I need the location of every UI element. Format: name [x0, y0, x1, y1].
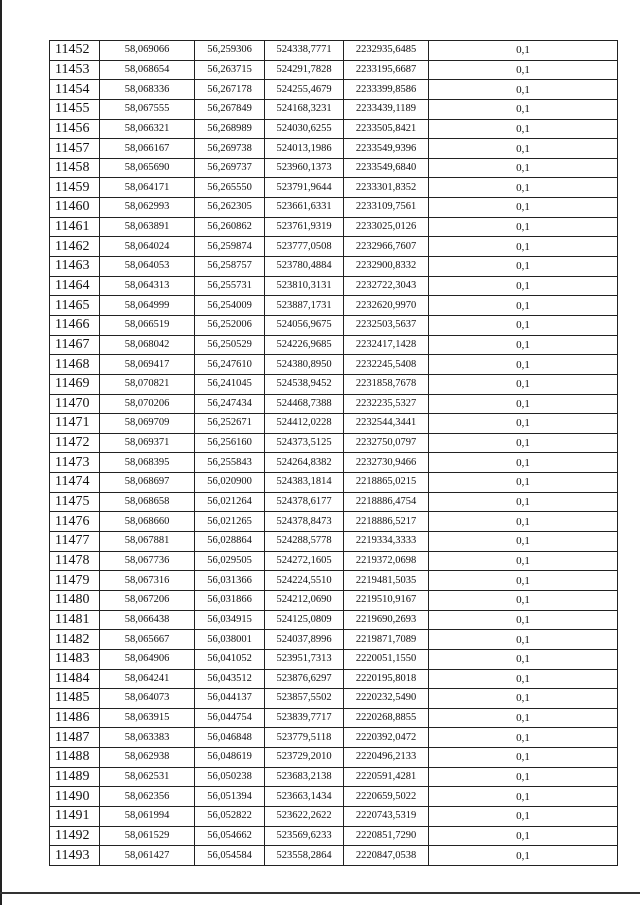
point-number-cell: 11490: [50, 787, 100, 807]
table-row: [50, 119, 618, 139]
latitude-cell: 58,066519: [100, 315, 195, 335]
latitude-cell: 58,061994: [100, 806, 195, 826]
y-coordinate-cell: 2220232,5490: [344, 689, 429, 709]
accuracy-cell: 0,1: [429, 492, 618, 512]
latitude-cell: 58,065667: [100, 630, 195, 650]
point-number-cell: 11477: [50, 532, 100, 552]
latitude-cell: 58,062993: [100, 198, 195, 218]
latitude-cell: 58,064073: [100, 689, 195, 709]
x-coordinate-cell: 524255,4679: [265, 80, 344, 100]
longitude-cell: 56,259874: [195, 237, 265, 257]
accuracy-cell: 0,1: [429, 610, 618, 630]
y-coordinate-cell: 2232620,9970: [344, 296, 429, 316]
y-coordinate-cell: 2219372,0698: [344, 551, 429, 571]
y-coordinate-cell: 2232722,3043: [344, 276, 429, 296]
accuracy-cell: 0,1: [429, 433, 618, 453]
latitude-cell: 58,064313: [100, 276, 195, 296]
longitude-cell: 56,031366: [195, 571, 265, 591]
latitude-cell: 58,069371: [100, 433, 195, 453]
y-coordinate-cell: 2232235,5327: [344, 394, 429, 414]
latitude-cell: 58,062356: [100, 787, 195, 807]
longitude-cell: 56,050238: [195, 767, 265, 787]
accuracy-cell: 0,1: [429, 787, 618, 807]
x-coordinate-cell: 524412,0228: [265, 414, 344, 434]
longitude-cell: 56,267178: [195, 80, 265, 100]
accuracy-cell: 0,1: [429, 217, 618, 237]
latitude-cell: 58,068697: [100, 473, 195, 493]
accuracy-cell: 0,1: [429, 826, 618, 846]
y-coordinate-cell: 2232935,6485: [344, 41, 429, 61]
table-row: [50, 433, 618, 453]
accuracy-cell: 0,1: [429, 99, 618, 119]
table-row: [50, 80, 618, 100]
table-row: [50, 689, 618, 709]
table-row: [50, 512, 618, 532]
x-coordinate-cell: 524373,5125: [265, 433, 344, 453]
point-number-cell: 11455: [50, 99, 100, 119]
table-row: [50, 374, 618, 394]
table-row: [50, 826, 618, 846]
longitude-cell: 56,247434: [195, 394, 265, 414]
point-number-cell: 11485: [50, 689, 100, 709]
latitude-cell: 58,062938: [100, 748, 195, 768]
table-row: [50, 590, 618, 610]
table-row: [50, 355, 618, 375]
longitude-cell: 56,021264: [195, 492, 265, 512]
y-coordinate-cell: 2218886,5217: [344, 512, 429, 532]
latitude-cell: 58,064906: [100, 649, 195, 669]
latitude-cell: 58,068658: [100, 492, 195, 512]
latitude-cell: 58,062531: [100, 767, 195, 787]
accuracy-cell: 0,1: [429, 728, 618, 748]
y-coordinate-cell: 2218865,0215: [344, 473, 429, 493]
longitude-cell: 56,051394: [195, 787, 265, 807]
x-coordinate-cell: 523779,5118: [265, 728, 344, 748]
table-row: [50, 178, 618, 198]
x-coordinate-cell: 523780,4884: [265, 257, 344, 277]
y-coordinate-cell: 2233195,6687: [344, 60, 429, 80]
point-number-cell: 11452: [50, 41, 100, 61]
longitude-cell: 56,044137: [195, 689, 265, 709]
longitude-cell: 56,247610: [195, 355, 265, 375]
x-coordinate-cell: 524468,7388: [265, 394, 344, 414]
accuracy-cell: 0,1: [429, 296, 618, 316]
x-coordinate-cell: 523729,2010: [265, 748, 344, 768]
longitude-cell: 56,265550: [195, 178, 265, 198]
table-row: [50, 453, 618, 473]
accuracy-cell: 0,1: [429, 257, 618, 277]
latitude-cell: 58,064024: [100, 237, 195, 257]
longitude-cell: 56,020900: [195, 473, 265, 493]
page-left-edge: [0, 0, 2, 905]
y-coordinate-cell: 2220659,5022: [344, 787, 429, 807]
latitude-cell: 58,064171: [100, 178, 195, 198]
x-coordinate-cell: 524338,7771: [265, 41, 344, 61]
x-coordinate-cell: 524383,1814: [265, 473, 344, 493]
latitude-cell: 58,063383: [100, 728, 195, 748]
latitude-cell: 58,069066: [100, 41, 195, 61]
longitude-cell: 56,258757: [195, 257, 265, 277]
point-number-cell: 11481: [50, 610, 100, 630]
point-number-cell: 11476: [50, 512, 100, 532]
point-number-cell: 11492: [50, 826, 100, 846]
y-coordinate-cell: 2233549,9396: [344, 139, 429, 159]
longitude-cell: 56,252671: [195, 414, 265, 434]
table-row: [50, 99, 618, 119]
y-coordinate-cell: 2233301,8352: [344, 178, 429, 198]
longitude-cell: 56,028864: [195, 532, 265, 552]
point-number-cell: 11482: [50, 630, 100, 650]
x-coordinate-cell: 523622,2622: [265, 806, 344, 826]
y-coordinate-cell: 2232417,1428: [344, 335, 429, 355]
x-coordinate-cell: 524125,0809: [265, 610, 344, 630]
y-coordinate-cell: 2232503,5637: [344, 315, 429, 335]
longitude-cell: 56,021265: [195, 512, 265, 532]
table-row: [50, 41, 618, 61]
table-row: [50, 787, 618, 807]
point-number-cell: 11488: [50, 748, 100, 768]
point-number-cell: 11463: [50, 257, 100, 277]
longitude-cell: 56,054584: [195, 846, 265, 866]
latitude-cell: 58,061427: [100, 846, 195, 866]
longitude-cell: 56,034915: [195, 610, 265, 630]
x-coordinate-cell: 523839,7717: [265, 708, 344, 728]
latitude-cell: 58,061529: [100, 826, 195, 846]
y-coordinate-cell: 2220268,8855: [344, 708, 429, 728]
latitude-cell: 58,068654: [100, 60, 195, 80]
x-coordinate-cell: 524212,0690: [265, 590, 344, 610]
accuracy-cell: 0,1: [429, 551, 618, 571]
accuracy-cell: 0,1: [429, 846, 618, 866]
latitude-cell: 58,067316: [100, 571, 195, 591]
point-number-cell: 11462: [50, 237, 100, 257]
point-number-cell: 11473: [50, 453, 100, 473]
accuracy-cell: 0,1: [429, 748, 618, 768]
table-row: [50, 335, 618, 355]
point-number-cell: 11491: [50, 806, 100, 826]
x-coordinate-cell: 524288,5778: [265, 532, 344, 552]
y-coordinate-cell: 2233025,0126: [344, 217, 429, 237]
longitude-cell: 56,269737: [195, 158, 265, 178]
y-coordinate-cell: 2219334,3333: [344, 532, 429, 552]
point-number-cell: 11467: [50, 335, 100, 355]
point-number-cell: 11459: [50, 178, 100, 198]
table-row: [50, 217, 618, 237]
accuracy-cell: 0,1: [429, 767, 618, 787]
x-coordinate-cell: 523558,2864: [265, 846, 344, 866]
point-number-cell: 11464: [50, 276, 100, 296]
x-coordinate-cell: 524168,3231: [265, 99, 344, 119]
longitude-cell: 56,046848: [195, 728, 265, 748]
accuracy-cell: 0,1: [429, 414, 618, 434]
accuracy-cell: 0,1: [429, 669, 618, 689]
point-number-cell: 11471: [50, 414, 100, 434]
x-coordinate-cell: 523887,1731: [265, 296, 344, 316]
latitude-cell: 58,067736: [100, 551, 195, 571]
y-coordinate-cell: 2218886,4754: [344, 492, 429, 512]
accuracy-cell: 0,1: [429, 532, 618, 552]
table-row: [50, 473, 618, 493]
x-coordinate-cell: 524538,9452: [265, 374, 344, 394]
point-number-cell: 11460: [50, 198, 100, 218]
accuracy-cell: 0,1: [429, 139, 618, 159]
x-coordinate-cell: 524030,6255: [265, 119, 344, 139]
longitude-cell: 56,241045: [195, 374, 265, 394]
y-coordinate-cell: 2232544,3441: [344, 414, 429, 434]
y-coordinate-cell: 2233399,8586: [344, 80, 429, 100]
table-row: [50, 315, 618, 335]
longitude-cell: 56,262305: [195, 198, 265, 218]
point-number-cell: 11465: [50, 296, 100, 316]
table-row: [50, 492, 618, 512]
accuracy-cell: 0,1: [429, 237, 618, 257]
y-coordinate-cell: 2232966,7607: [344, 237, 429, 257]
longitude-cell: 56,038001: [195, 630, 265, 650]
latitude-cell: 58,068042: [100, 335, 195, 355]
accuracy-cell: 0,1: [429, 315, 618, 335]
y-coordinate-cell: 2220743,5319: [344, 806, 429, 826]
table-row: [50, 846, 618, 866]
latitude-cell: 58,068660: [100, 512, 195, 532]
table-row: [50, 669, 618, 689]
table-row: [50, 276, 618, 296]
coordinates-table-body: [50, 41, 618, 866]
table-row: [50, 728, 618, 748]
longitude-cell: 56,252006: [195, 315, 265, 335]
latitude-cell: 58,064053: [100, 257, 195, 277]
point-number-cell: 11489: [50, 767, 100, 787]
table-row: [50, 158, 618, 178]
longitude-cell: 56,054662: [195, 826, 265, 846]
table-row: [50, 630, 618, 650]
accuracy-cell: 0,1: [429, 649, 618, 669]
longitude-cell: 56,255843: [195, 453, 265, 473]
y-coordinate-cell: 2232750,0797: [344, 433, 429, 453]
latitude-cell: 58,064241: [100, 669, 195, 689]
point-number-cell: 11487: [50, 728, 100, 748]
accuracy-cell: 0,1: [429, 806, 618, 826]
y-coordinate-cell: 2233505,8421: [344, 119, 429, 139]
accuracy-cell: 0,1: [429, 571, 618, 591]
latitude-cell: 58,063891: [100, 217, 195, 237]
latitude-cell: 58,067555: [100, 99, 195, 119]
x-coordinate-cell: 523569,6233: [265, 826, 344, 846]
longitude-cell: 56,029505: [195, 551, 265, 571]
y-coordinate-cell: 2231858,7678: [344, 374, 429, 394]
table-row: [50, 414, 618, 434]
table-row: [50, 139, 618, 159]
x-coordinate-cell: 524226,9685: [265, 335, 344, 355]
longitude-cell: 56,250529: [195, 335, 265, 355]
x-coordinate-cell: 523761,9319: [265, 217, 344, 237]
longitude-cell: 56,269738: [195, 139, 265, 159]
longitude-cell: 56,041052: [195, 649, 265, 669]
longitude-cell: 56,052822: [195, 806, 265, 826]
accuracy-cell: 0,1: [429, 590, 618, 610]
x-coordinate-cell: 524291,7828: [265, 60, 344, 80]
y-coordinate-cell: 2220195,8018: [344, 669, 429, 689]
y-coordinate-cell: 2232900,8332: [344, 257, 429, 277]
y-coordinate-cell: 2220847,0538: [344, 846, 429, 866]
table-row: [50, 60, 618, 80]
y-coordinate-cell: 2220392,0472: [344, 728, 429, 748]
accuracy-cell: 0,1: [429, 198, 618, 218]
table-row: [50, 748, 618, 768]
point-number-cell: 11484: [50, 669, 100, 689]
latitude-cell: 58,065690: [100, 158, 195, 178]
x-coordinate-cell: 523960,1373: [265, 158, 344, 178]
y-coordinate-cell: 2232730,9466: [344, 453, 429, 473]
table-row: [50, 767, 618, 787]
x-coordinate-cell: 524264,8382: [265, 453, 344, 473]
x-coordinate-cell: 523857,5502: [265, 689, 344, 709]
latitude-cell: 58,067881: [100, 532, 195, 552]
x-coordinate-cell: 524380,8950: [265, 355, 344, 375]
table-row: [50, 610, 618, 630]
y-coordinate-cell: 2219690,2693: [344, 610, 429, 630]
x-coordinate-cell: 523810,3131: [265, 276, 344, 296]
x-coordinate-cell: 524378,6177: [265, 492, 344, 512]
x-coordinate-cell: 524013,1986: [265, 139, 344, 159]
point-number-cell: 11474: [50, 473, 100, 493]
table-row: [50, 394, 618, 414]
x-coordinate-cell: 524224,5510: [265, 571, 344, 591]
point-number-cell: 11468: [50, 355, 100, 375]
accuracy-cell: 0,1: [429, 80, 618, 100]
accuracy-cell: 0,1: [429, 355, 618, 375]
y-coordinate-cell: 2220496,2133: [344, 748, 429, 768]
latitude-cell: 58,068336: [100, 80, 195, 100]
table-row: [50, 551, 618, 571]
y-coordinate-cell: 2219510,9167: [344, 590, 429, 610]
accuracy-cell: 0,1: [429, 335, 618, 355]
table-row: [50, 257, 618, 277]
point-number-cell: 11493: [50, 846, 100, 866]
point-number-cell: 11454: [50, 80, 100, 100]
table-row: [50, 237, 618, 257]
longitude-cell: 56,268989: [195, 119, 265, 139]
accuracy-cell: 0,1: [429, 708, 618, 728]
longitude-cell: 56,263715: [195, 60, 265, 80]
y-coordinate-cell: 2220851,7290: [344, 826, 429, 846]
point-number-cell: 11470: [50, 394, 100, 414]
y-coordinate-cell: 2233549,6840: [344, 158, 429, 178]
point-number-cell: 11472: [50, 433, 100, 453]
accuracy-cell: 0,1: [429, 630, 618, 650]
point-number-cell: 11458: [50, 158, 100, 178]
latitude-cell: 58,069709: [100, 414, 195, 434]
point-number-cell: 11479: [50, 571, 100, 591]
y-coordinate-cell: 2233439,1189: [344, 99, 429, 119]
x-coordinate-cell: 524056,9675: [265, 315, 344, 335]
table-row: [50, 708, 618, 728]
latitude-cell: 58,068395: [100, 453, 195, 473]
x-coordinate-cell: 524378,8473: [265, 512, 344, 532]
point-number-cell: 11457: [50, 139, 100, 159]
accuracy-cell: 0,1: [429, 119, 618, 139]
point-number-cell: 11480: [50, 590, 100, 610]
latitude-cell: 58,070821: [100, 374, 195, 394]
longitude-cell: 56,031866: [195, 590, 265, 610]
point-number-cell: 11486: [50, 708, 100, 728]
accuracy-cell: 0,1: [429, 394, 618, 414]
longitude-cell: 56,259306: [195, 41, 265, 61]
latitude-cell: 58,070206: [100, 394, 195, 414]
table-row: [50, 806, 618, 826]
point-number-cell: 11461: [50, 217, 100, 237]
longitude-cell: 56,043512: [195, 669, 265, 689]
y-coordinate-cell: 2233109,7561: [344, 198, 429, 218]
y-coordinate-cell: 2220051,1550: [344, 649, 429, 669]
x-coordinate-cell: 523876,6297: [265, 669, 344, 689]
latitude-cell: 58,069417: [100, 355, 195, 375]
x-coordinate-cell: 523777,0508: [265, 237, 344, 257]
x-coordinate-cell: 523683,2138: [265, 767, 344, 787]
x-coordinate-cell: 523951,7313: [265, 649, 344, 669]
point-number-cell: 11469: [50, 374, 100, 394]
longitude-cell: 56,267849: [195, 99, 265, 119]
point-number-cell: 11453: [50, 60, 100, 80]
coordinates-table: [49, 40, 618, 866]
point-number-cell: 11478: [50, 551, 100, 571]
accuracy-cell: 0,1: [429, 473, 618, 493]
accuracy-cell: 0,1: [429, 374, 618, 394]
table-row: [50, 198, 618, 218]
longitude-cell: 56,048619: [195, 748, 265, 768]
table-row: [50, 571, 618, 591]
accuracy-cell: 0,1: [429, 512, 618, 532]
accuracy-cell: 0,1: [429, 276, 618, 296]
accuracy-cell: 0,1: [429, 178, 618, 198]
point-number-cell: 11456: [50, 119, 100, 139]
longitude-cell: 56,260862: [195, 217, 265, 237]
table-row: [50, 649, 618, 669]
longitude-cell: 56,256160: [195, 433, 265, 453]
x-coordinate-cell: 523661,6331: [265, 198, 344, 218]
y-coordinate-cell: 2220591,4281: [344, 767, 429, 787]
x-coordinate-cell: 524272,1605: [265, 551, 344, 571]
x-coordinate-cell: 523663,1434: [265, 787, 344, 807]
accuracy-cell: 0,1: [429, 453, 618, 473]
page-bottom-edge: [0, 892, 640, 894]
x-coordinate-cell: 524037,8996: [265, 630, 344, 650]
accuracy-cell: 0,1: [429, 41, 618, 61]
accuracy-cell: 0,1: [429, 60, 618, 80]
point-number-cell: 11483: [50, 649, 100, 669]
y-coordinate-cell: 2219481,5035: [344, 571, 429, 591]
y-coordinate-cell: 2219871,7089: [344, 630, 429, 650]
point-number-cell: 11475: [50, 492, 100, 512]
table-row: [50, 532, 618, 552]
table-row: [50, 296, 618, 316]
latitude-cell: 58,066167: [100, 139, 195, 159]
y-coordinate-cell: 2232245,5408: [344, 355, 429, 375]
latitude-cell: 58,066321: [100, 119, 195, 139]
longitude-cell: 56,044754: [195, 708, 265, 728]
latitude-cell: 58,067206: [100, 590, 195, 610]
x-coordinate-cell: 523791,9644: [265, 178, 344, 198]
accuracy-cell: 0,1: [429, 158, 618, 178]
latitude-cell: 58,066438: [100, 610, 195, 630]
longitude-cell: 56,254009: [195, 296, 265, 316]
longitude-cell: 56,255731: [195, 276, 265, 296]
point-number-cell: 11466: [50, 315, 100, 335]
latitude-cell: 58,063915: [100, 708, 195, 728]
latitude-cell: 58,064999: [100, 296, 195, 316]
accuracy-cell: 0,1: [429, 689, 618, 709]
